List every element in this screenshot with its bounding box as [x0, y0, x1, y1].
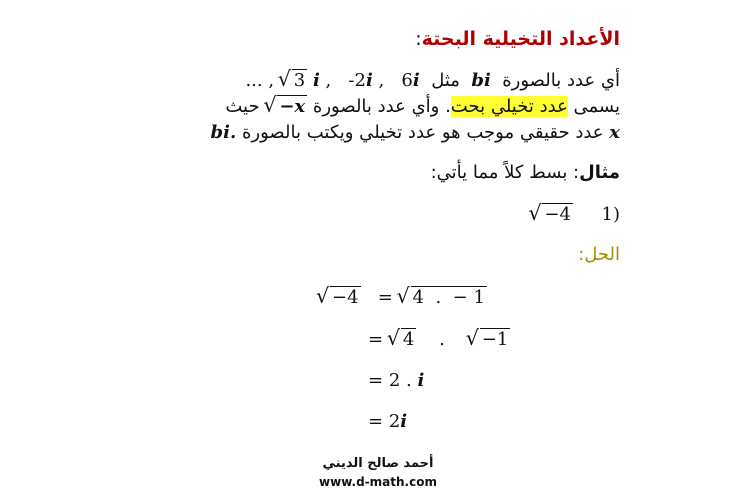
- step2-r1: 4: [402, 329, 415, 350]
- step4-text: 2: [388, 411, 401, 432]
- mithl: مثل: [431, 70, 460, 91]
- sqrt-3-rad: 3: [293, 70, 306, 91]
- step-4: [368, 411, 407, 432]
- examples-list: ... , √ 3 i , -2i , 6i: [245, 70, 425, 91]
- example-problem: [530, 204, 620, 225]
- step2-sqrt-m1: [468, 329, 511, 350]
- footer-site: www.d-math.com: [319, 475, 437, 489]
- example-heading: مثال: بسط كلاً مما يأتي:: [430, 162, 620, 183]
- bi-form-1: bi: [471, 70, 491, 91]
- sqrt-minus-4-rad: −4: [544, 204, 571, 225]
- line2-a: يسمى: [573, 96, 620, 117]
- sqrt-minus-4: [530, 204, 573, 225]
- step1-r1: 4: [412, 287, 424, 308]
- eq-3: =: [368, 370, 384, 391]
- eq-2: =: [368, 329, 384, 350]
- x-var: x: [609, 122, 620, 143]
- para-line-1: [245, 70, 620, 91]
- step3-text: 2 .: [388, 370, 412, 391]
- ex-i-1: i: [312, 70, 320, 91]
- step2-r2: −1: [481, 329, 509, 350]
- step2-dot: .: [439, 329, 445, 350]
- sqrt-3: [280, 70, 307, 91]
- ex-i-3: i: [412, 70, 420, 91]
- step-3: [368, 370, 424, 391]
- step-2: [368, 329, 510, 350]
- line1-text: أي عدد بالصورة: [502, 70, 620, 91]
- problem-number: 1): [601, 204, 620, 225]
- ex-dots: ...: [245, 70, 263, 91]
- step1-lhs-sqrt: [318, 287, 361, 308]
- page-title: [415, 28, 620, 50]
- eq-4: =: [368, 411, 384, 432]
- ex-i-2: i: [365, 70, 373, 91]
- step2-sqrt-4: [389, 329, 416, 350]
- highlight-term: عدد تخيلي بحت: [450, 96, 568, 117]
- eq-1: =: [377, 287, 393, 308]
- step1-rhs-sqrt: [399, 287, 487, 308]
- ex-6: 6: [401, 70, 413, 91]
- title-colon: :: [415, 28, 422, 50]
- step-1: [318, 287, 487, 308]
- step1-r2: − 1: [452, 287, 485, 308]
- solution-label: الحل:: [578, 244, 620, 265]
- line3-text: عدد حقيقي موجب هو عدد تخيلي ويكتب بالصورة: [241, 122, 604, 143]
- step1-lhs-rad: −4: [332, 287, 359, 308]
- ex-m2: -2: [348, 70, 366, 91]
- sqrt-minus-x: [265, 96, 307, 117]
- title-text: الأعداد التخيلية البحتة: [421, 28, 620, 50]
- bi-form-2: bi.: [210, 122, 237, 143]
- line2-b: . وأي عدد بالصورة: [312, 96, 451, 117]
- footer-author: أحمد صالح الديني: [322, 456, 434, 471]
- step1-dot: .: [435, 287, 442, 308]
- line2-c: حيث: [225, 96, 260, 117]
- para-line-3: [211, 122, 620, 143]
- example-label: مثال: [579, 162, 620, 183]
- para-line-2: [225, 96, 620, 117]
- step3-i: i: [417, 370, 425, 391]
- sqrt-minus-x-rad: −x: [279, 96, 306, 117]
- example-text: بسط كلاً مما يأتي:: [430, 162, 568, 183]
- step4-i: i: [400, 411, 408, 432]
